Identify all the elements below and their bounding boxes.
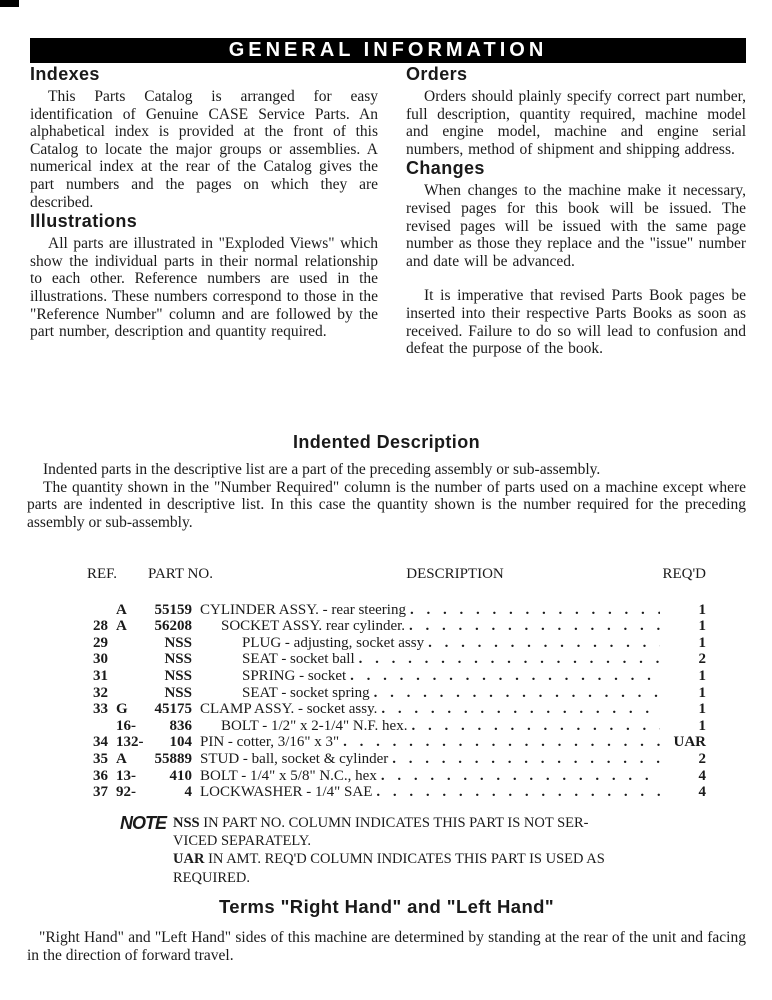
table-row bbox=[84, 635, 706, 652]
cell-part-number: NSS bbox=[164, 684, 192, 701]
leader-dots bbox=[374, 685, 660, 702]
parts-table-header bbox=[84, 566, 706, 583]
cell-part-prefix: 13- bbox=[116, 767, 136, 784]
table-row bbox=[84, 668, 706, 685]
indexes-heading: Indexes bbox=[30, 64, 100, 84]
cell-part-number: NSS bbox=[164, 667, 192, 684]
page-title: GENERAL INFORMATION bbox=[228, 39, 548, 61]
cell-quantity-required: 1 bbox=[698, 701, 706, 718]
cell-quantity-required: 4 bbox=[698, 767, 706, 784]
cell-description: BOLT - 1/2" x 2-1/4" N.F. hex. bbox=[221, 717, 408, 734]
parts-table bbox=[84, 566, 706, 801]
cell-description: LOCKWASHER - 1/4" SAE bbox=[200, 784, 373, 801]
cell-ref-number: 28 bbox=[93, 618, 108, 635]
orders-paragraph: Orders should plainly specify correct part number, full description, quantity required, machine model and engine model, machine and engine serial numbers, method of shipment and shipping address. bbox=[406, 88, 746, 158]
note-line-3 bbox=[173, 850, 632, 868]
cell-part-number: 4 bbox=[184, 784, 192, 801]
cell-ref-number: 32 bbox=[93, 684, 108, 701]
cell-part-prefix: A bbox=[116, 750, 127, 767]
note-lines bbox=[173, 814, 632, 887]
leader-dots bbox=[411, 718, 660, 735]
cell-quantity-required: 2 bbox=[698, 651, 706, 668]
cell-description: BOLT - 1/4" x 5/8" N.C., hex bbox=[200, 767, 377, 784]
cell-ref-number: 33 bbox=[93, 701, 108, 718]
cell-quantity-required: 1 bbox=[698, 717, 706, 734]
header-ref: REF. bbox=[87, 566, 118, 582]
changes-heading: Changes bbox=[406, 158, 485, 179]
cell-quantity-required: 1 bbox=[698, 601, 706, 618]
note-line-1-text: IN PART NO. COLUMN INDICATES THIS PART IS NOT SER- bbox=[203, 815, 589, 831]
note-line-4-text: REQUIRED. bbox=[173, 869, 250, 886]
table-row bbox=[84, 734, 706, 751]
cell-description: CLAMP ASSY. - socket assy. bbox=[200, 701, 378, 718]
cell-part-number: 410 bbox=[169, 767, 192, 784]
table-row bbox=[84, 784, 706, 801]
cell-part-prefix: A bbox=[116, 618, 127, 635]
scan-artifact-mark bbox=[0, 0, 19, 7]
header-description: DESCRIPTION bbox=[406, 566, 504, 582]
cell-part-number: 56208 bbox=[154, 618, 192, 635]
parts-table-rows bbox=[84, 602, 706, 801]
leader-dots bbox=[428, 635, 660, 652]
cell-part-number: 55889 bbox=[154, 750, 192, 767]
header-part-no: PART NO. bbox=[148, 566, 213, 582]
table-row bbox=[84, 602, 706, 619]
cell-description: PLUG - adjusting, socket assy bbox=[242, 634, 425, 651]
header-reqd: REQ'D bbox=[662, 566, 706, 582]
two-column-area bbox=[30, 64, 746, 358]
table-row bbox=[84, 685, 706, 702]
note-uar-term: UAR bbox=[173, 851, 205, 868]
cell-part-prefix: G bbox=[116, 701, 128, 718]
indented-description-heading: Indented Description bbox=[292, 432, 480, 452]
leader-dots bbox=[381, 701, 660, 718]
note-line-1 bbox=[173, 814, 632, 832]
terms-section bbox=[27, 896, 746, 965]
terms-paragraph: "Right Hand" and "Left Hand" sides of this machine are determined by standing at the rear of the unit and facing in the direction of forward travel. bbox=[27, 929, 746, 964]
cell-ref-number: 36 bbox=[93, 767, 108, 784]
leader-dots bbox=[410, 602, 660, 619]
cell-part-prefix: A bbox=[116, 601, 127, 618]
note-label: NOTE bbox=[120, 813, 167, 833]
table-row bbox=[84, 701, 706, 718]
cell-ref-number: 34 bbox=[93, 734, 108, 751]
leader-dots bbox=[343, 734, 660, 751]
right-column bbox=[406, 64, 746, 358]
table-row bbox=[84, 768, 706, 785]
cell-part-number: 104 bbox=[169, 734, 192, 751]
terms-heading: Terms "Right Hand" and "Left Hand" bbox=[218, 896, 555, 917]
changes-paragraph-1: When changes to the machine make it necessary, revised pages for this book will be issued. The revised pages will be issued with the same page number as those they replace and the "issue" number and date will be advanced. bbox=[406, 182, 746, 270]
note-nss-term: NSS bbox=[173, 815, 200, 831]
note-line-2-text: VICED SEPARATELY. bbox=[173, 833, 311, 850]
leader-dots bbox=[350, 668, 660, 685]
leader-dots bbox=[381, 768, 660, 785]
cell-description: CYLINDER ASSY. - rear steering bbox=[200, 601, 406, 618]
indented-description-paragraph-1: Indented parts in the descriptive list are a part of the preceding assembly or sub-assembly. bbox=[43, 461, 601, 478]
leader-dots bbox=[359, 651, 660, 668]
leader-dots bbox=[409, 618, 660, 635]
cell-quantity-required: 1 bbox=[698, 684, 706, 701]
cell-description: SEAT - socket spring bbox=[242, 684, 370, 701]
cell-description: SPRING - socket bbox=[242, 667, 347, 684]
indexes-paragraph: This Parts Catalog is arranged for easy identification of Genuine CASE Service Parts. An alphabetical index is provided at the front of this Catalog to locate the major groups or assemblies. A numerical index at the rear of the Catalog gives the part numbers and the pages on which they are described. bbox=[30, 88, 378, 211]
left-column bbox=[30, 64, 378, 358]
cell-ref-number: 37 bbox=[93, 784, 108, 801]
leader-dots bbox=[376, 784, 660, 801]
indented-description-paragraph-2: The quantity shown in the "Number Required" column is the number of parts used on a machine except where parts are indented in descriptive list. In this case the quantity shown is the number required for the preceding assembly or sub-assembly. bbox=[27, 478, 746, 531]
cell-ref-number: 30 bbox=[93, 651, 108, 668]
cell-part-prefix: 92- bbox=[116, 784, 136, 801]
indented-description-section bbox=[27, 432, 746, 531]
cell-quantity-required: 1 bbox=[698, 634, 706, 651]
cell-description: PIN - cotter, 3/16" x 3" bbox=[200, 734, 340, 751]
orders-heading: Orders bbox=[406, 64, 468, 84]
note-line-3-text: IN AMT. REQ'D COLUMN INDICATES THIS PART IS USED AS bbox=[208, 851, 605, 868]
cell-part-number: 55159 bbox=[154, 601, 192, 618]
cell-part-number: 836 bbox=[169, 717, 192, 734]
cell-quantity-required: 1 bbox=[698, 618, 706, 635]
changes-paragraph-2: It is imperative that revised Parts Book pages be inserted into their respective Parts Books as soon as received. Failure to do so will lead to confusion and defeat the purpose of the book. bbox=[406, 287, 746, 358]
cell-description: SOCKET ASSY. rear cylinder. bbox=[221, 618, 406, 635]
cell-quantity-required: 1 bbox=[698, 667, 706, 684]
table-row bbox=[84, 751, 706, 768]
note-line-4 bbox=[173, 869, 632, 887]
page-title-bar bbox=[30, 38, 746, 63]
note-line-2 bbox=[173, 832, 632, 850]
cell-ref-number: 35 bbox=[93, 750, 108, 767]
leader-dots bbox=[392, 751, 660, 768]
illustrations-paragraph: All parts are illustrated in "Exploded Views" which show the individual parts in their normal relationship to each other. Reference numbers are used in the illustrations. These numbers correspond to those in the "Reference Number" column and are followed by the part number, description and quantity required. bbox=[30, 235, 378, 341]
cell-part-number: NSS bbox=[164, 651, 192, 668]
table-row bbox=[84, 618, 706, 635]
cell-ref-number: 31 bbox=[93, 667, 108, 684]
note-block bbox=[120, 814, 632, 887]
cell-quantity-required: 4 bbox=[698, 784, 706, 801]
table-row bbox=[84, 651, 706, 668]
cell-description: SEAT - socket ball bbox=[242, 651, 355, 668]
cell-ref-number: 29 bbox=[93, 634, 108, 651]
cell-quantity-required: UAR bbox=[673, 734, 706, 751]
illustrations-heading: Illustrations bbox=[30, 211, 138, 232]
cell-part-number: 45175 bbox=[154, 701, 192, 718]
table-row bbox=[84, 718, 706, 735]
cell-description: STUD - ball, socket & cylinder bbox=[200, 750, 389, 767]
cell-part-prefix: 132- bbox=[116, 734, 144, 751]
cell-part-prefix: 16- bbox=[116, 717, 136, 734]
cell-quantity-required: 2 bbox=[698, 750, 706, 767]
cell-part-number: NSS bbox=[164, 634, 192, 651]
